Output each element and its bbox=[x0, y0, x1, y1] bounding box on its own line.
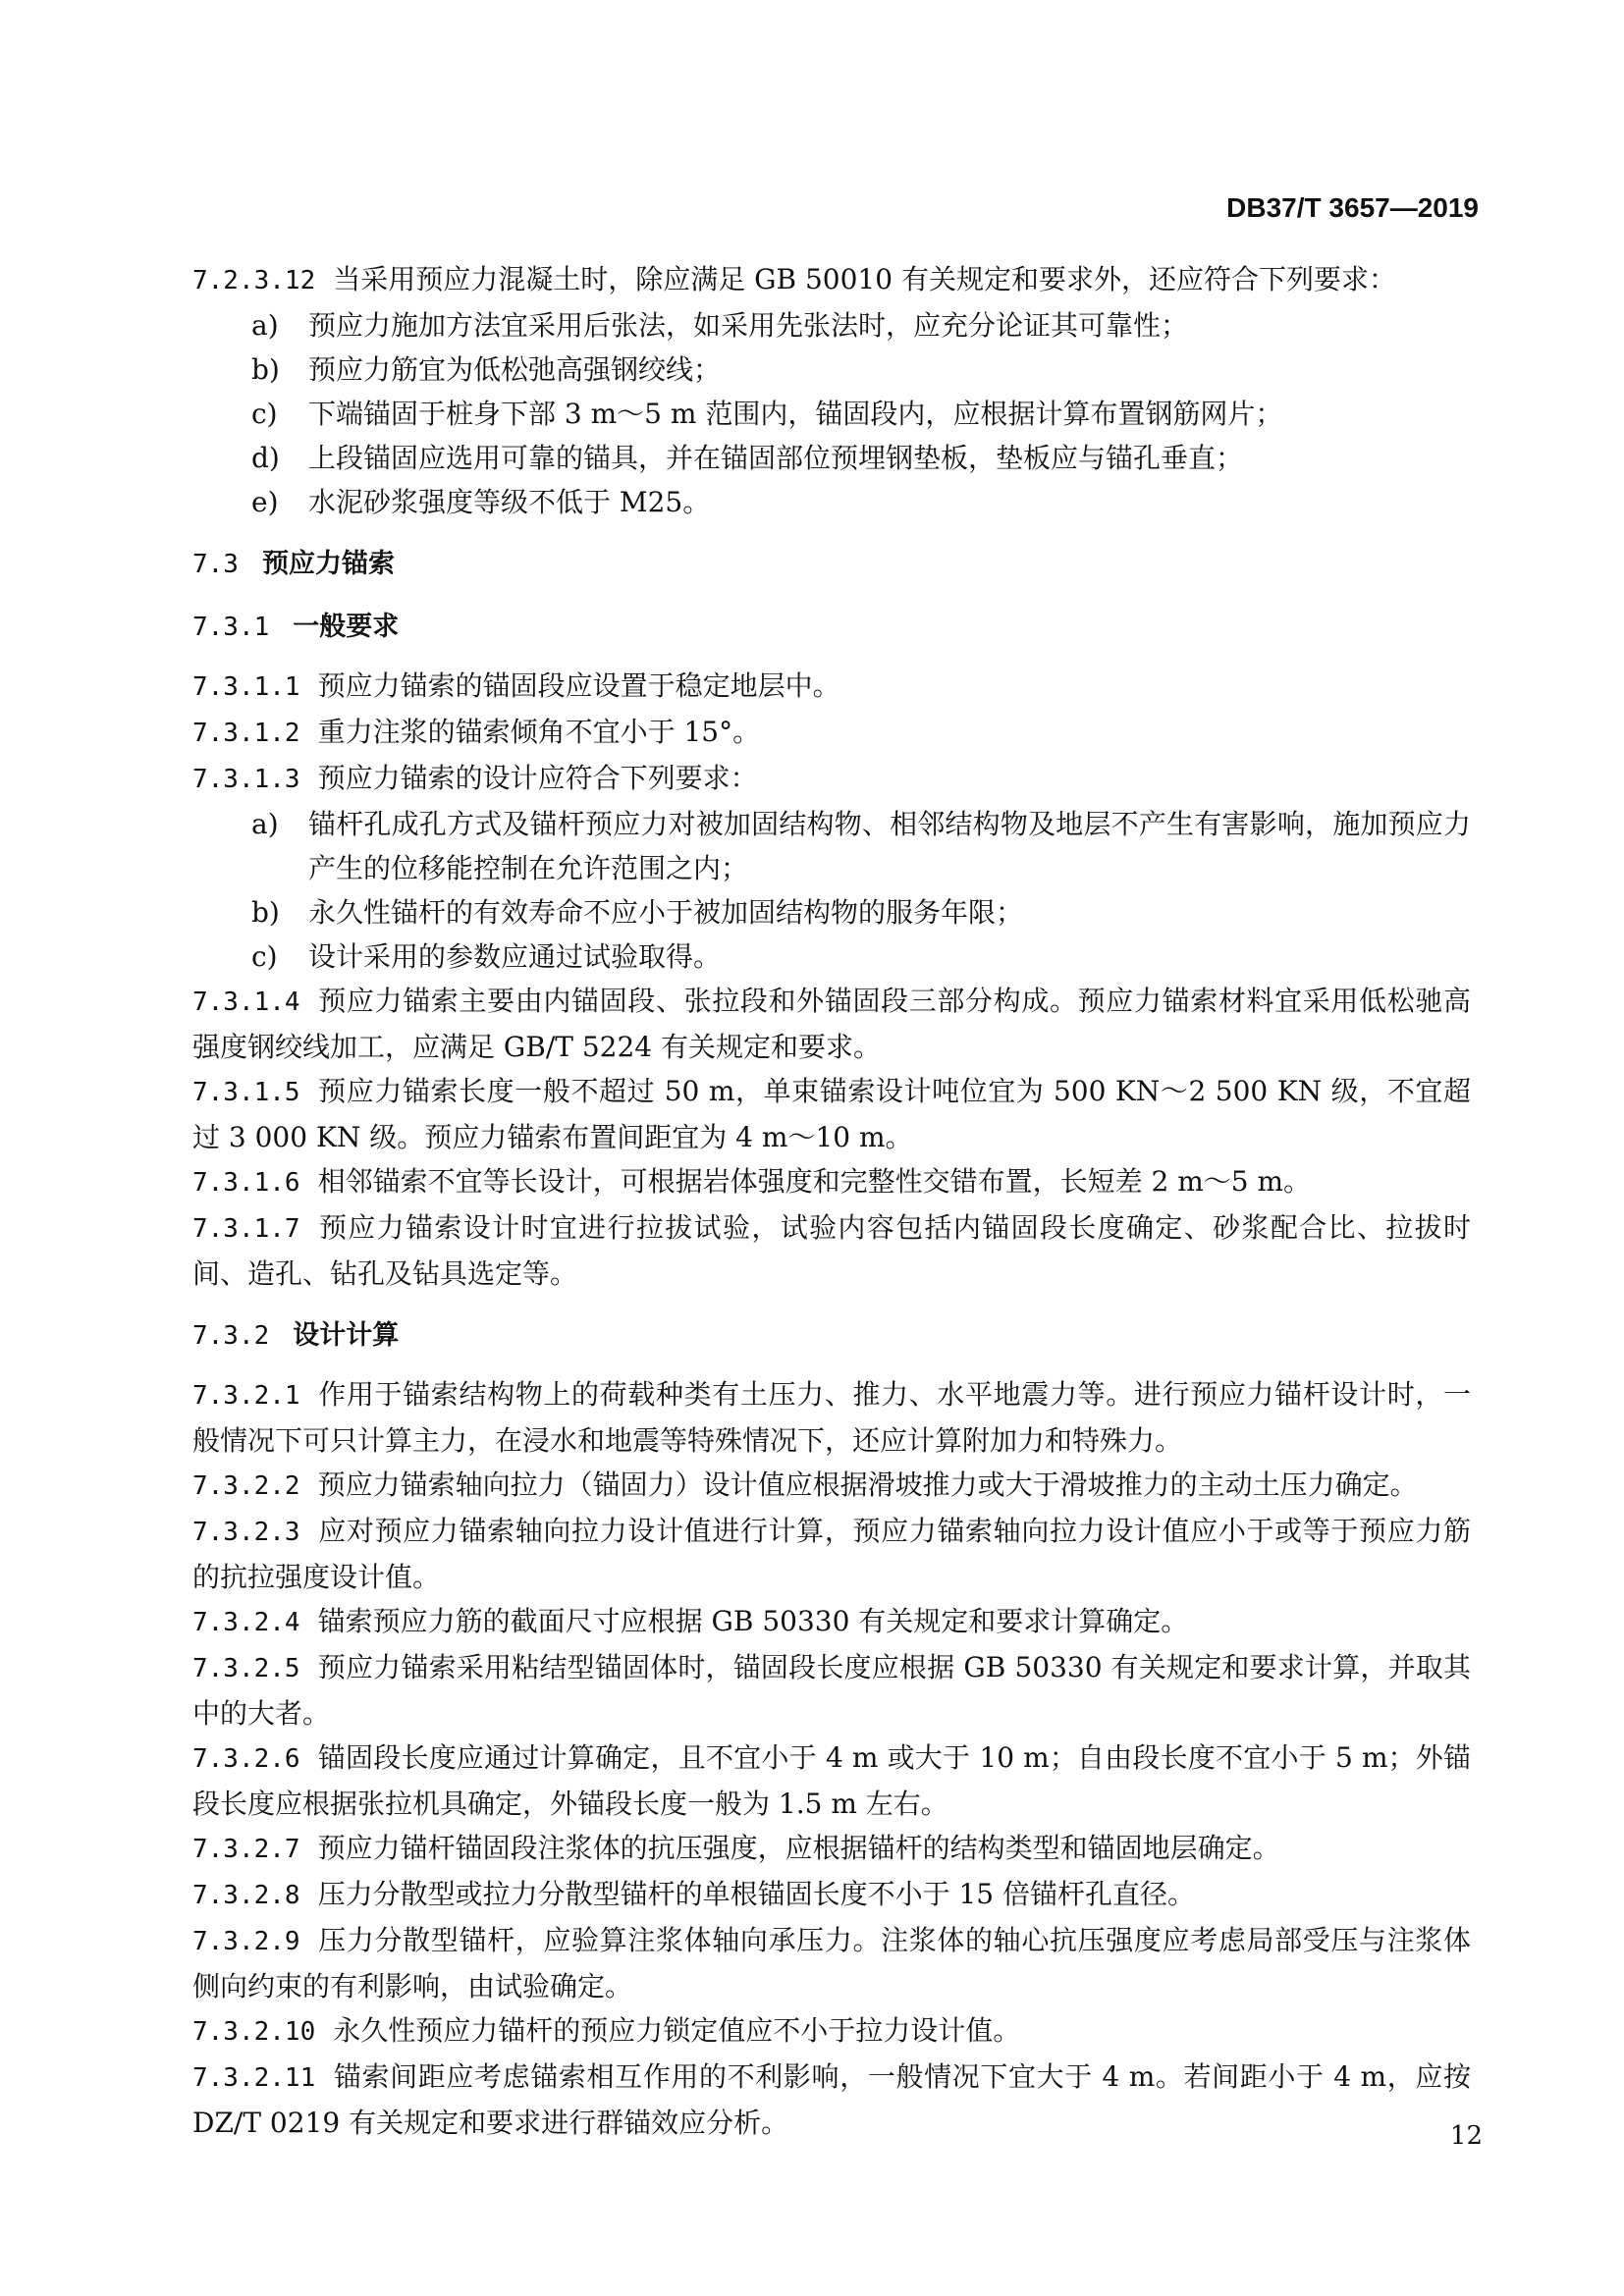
clause-number: 7.2.3.12 bbox=[192, 266, 316, 295]
section-heading bbox=[192, 1313, 1471, 1359]
clause-paragraph bbox=[192, 1159, 1471, 1205]
clause-paragraph bbox=[192, 1872, 1471, 1918]
list-item bbox=[192, 303, 1471, 347]
clause-text: 锚固段长度应通过计算确定，且不宜小于 4 m 或大于 10 m；自由段长度不宜小于 5 m；外锚段长度应根据张拉机具确定，外锚段长度一般为 1.5 m 左右。 bbox=[192, 1741, 1471, 1820]
clause-text: 预应力锚索的设计应符合下列要求： bbox=[317, 762, 758, 794]
clause-number: 7.3.2.3 bbox=[192, 1518, 300, 1547]
list-item-text: 上段锚固应选用可靠的锚具，并在锚固部位预埋钢垫板，垫板应与锚孔垂直； bbox=[308, 442, 1244, 474]
section-title: 设计计算 bbox=[293, 1320, 400, 1351]
clause-text: 当采用预应力混凝土时，除应满足 GB 50010 有关规定和要求外，还应符合下列要求： bbox=[333, 263, 1396, 295]
list-marker: b) bbox=[251, 896, 280, 929]
clause-text: 锚索预应力筋的截面尺寸应根据 GB 50330 有关规定和要求计算确定。 bbox=[317, 1605, 1189, 1637]
clause-text: 预应力锚索的锚固段应设置于稳定地层中。 bbox=[317, 669, 840, 702]
clause-text: 预应力锚杆锚固段注浆体的抗压强度，应根据锚杆的结构类型和锚固地层确定。 bbox=[317, 1832, 1280, 1864]
clause-number: 7.3.1.3 bbox=[192, 765, 300, 794]
clause-number: 7.3.2.4 bbox=[192, 1608, 300, 1637]
standard-code: DB37/T 3657—2019 bbox=[1226, 192, 1479, 223]
clause-paragraph bbox=[192, 2008, 1471, 2055]
list-item-text: 永久性锚杆的有效寿命不应小于被加固结构物的服务年限； bbox=[308, 896, 1024, 929]
list-item-text: 设计采用的参数应通过试验取得。 bbox=[308, 940, 722, 973]
clause-paragraph bbox=[192, 1826, 1471, 1872]
clause-text: 锚索间距应考虑锚索相互作用的不利影响，一般情况下宜大于 4 m。若间距小于 4 m，应按 DZ/T 0219 有关规定和要求进行群锚效应分析。 bbox=[192, 2060, 1471, 2139]
clause-text: 预应力锚索轴向拉力（锚固力）设计值应根据滑坡推力或大于滑坡推力的主动土压力确定。 bbox=[317, 1468, 1418, 1501]
clause-paragraph bbox=[192, 710, 1471, 756]
clause-text: 预应力锚索设计时宜进行拉拔试验，试验内容包括内锚固段长度确定、砂浆配合比、拉拔时间、造孔、钻孔及钻具选定等。 bbox=[192, 1211, 1471, 1290]
clause-paragraph bbox=[192, 1645, 1471, 1735]
document-body bbox=[192, 257, 1471, 2145]
clause-number: 7.3.1.4 bbox=[192, 988, 300, 1017]
list-item bbox=[192, 480, 1471, 524]
clause-number: 7.3.2.7 bbox=[192, 1835, 300, 1864]
list-item-text: 预应力施加方法宜采用后张法，如采用先张法时，应充分论证其可靠性； bbox=[308, 309, 1189, 342]
list-marker: b) bbox=[251, 353, 280, 386]
page-number: 12 bbox=[1449, 2121, 1483, 2151]
clause-number: 7.3.1.2 bbox=[192, 719, 300, 748]
section-number: 7.3 bbox=[192, 550, 239, 579]
clause-paragraph bbox=[192, 664, 1471, 710]
list-item bbox=[192, 934, 1471, 979]
list-item-text: 预应力筋宜为低松弛高强钢绞线； bbox=[308, 353, 722, 386]
list-item-text: 下端锚固于桩身下部 3 m～5 m 范围内，锚固段内，应根据计算布置钢筋网片； bbox=[308, 398, 1283, 430]
clause-number: 7.3.1.6 bbox=[192, 1168, 300, 1198]
clause-paragraph bbox=[192, 1372, 1471, 1463]
section-heading bbox=[192, 605, 1471, 650]
clause-text: 重力注浆的锚索倾角不宜小于 15°。 bbox=[317, 716, 761, 748]
clause-paragraph bbox=[192, 1463, 1471, 1509]
clause-paragraph bbox=[192, 2055, 1471, 2145]
clause-number: 7.3.1.1 bbox=[192, 672, 300, 702]
section-number: 7.3.1 bbox=[192, 613, 270, 642]
clause-text: 应对预应力锚索轴向拉力设计值进行计算，预应力锚索轴向拉力设计值应小于或等于预应力筋的抗拉强度设计值。 bbox=[192, 1515, 1471, 1593]
clause-paragraph bbox=[192, 1509, 1471, 1599]
section-number: 7.3.2 bbox=[192, 1321, 270, 1351]
list-marker: e) bbox=[251, 486, 279, 518]
list-item bbox=[192, 890, 1471, 934]
list-item bbox=[192, 802, 1471, 890]
clause-number: 7.3.2.10 bbox=[192, 2017, 316, 2047]
clause-text: 压力分散型锚杆，应验算注浆体轴向承压力。注浆体的轴心抗压强度应考虑局部受压与注浆体侧向约束的有利影响，由试验确定。 bbox=[192, 1924, 1471, 2002]
clause-number: 7.3.1.5 bbox=[192, 1078, 300, 1107]
clause-number: 7.3.2.1 bbox=[192, 1381, 300, 1411]
clause-number: 7.3.2.2 bbox=[192, 1471, 300, 1501]
list-marker: c) bbox=[251, 940, 278, 973]
clause-text: 预应力锚索采用粘结型锚固体时，锚固段长度应根据 GB 50330 有关规定和要求计算，并取其中的大者。 bbox=[192, 1651, 1471, 1730]
clause-paragraph bbox=[192, 1735, 1471, 1826]
list-marker: a) bbox=[251, 808, 279, 840]
clause-text: 永久性预应力锚杆的预应力锁定值应不小于拉力设计值。 bbox=[333, 2014, 1021, 2047]
list-item-text: 锚杆孔成孔方式及锚杆预应力对被加固结构物、相邻结构物及地层不产生有害影响，施加预应力产生的位移能控制在允许范围之内； bbox=[308, 808, 1471, 884]
clause-text: 预应力锚索主要由内锚固段、张拉段和外锚固段三部分构成。预应力锚索材料宜采用低松驰高强度钢绞线加工，应满足 GB/T 5224 有关规定和要求。 bbox=[192, 985, 1471, 1063]
clause-paragraph bbox=[192, 257, 1471, 303]
clause-paragraph bbox=[192, 1205, 1471, 1296]
list-item bbox=[192, 392, 1471, 436]
clause-number: 7.3.2.6 bbox=[192, 1744, 300, 1774]
clause-number: 7.3.2.8 bbox=[192, 1881, 300, 1910]
clause-paragraph bbox=[192, 756, 1471, 802]
list-marker: c) bbox=[251, 398, 278, 430]
clause-text: 作用于锚索结构物上的荷载种类有土压力、推力、水平地震力等。进行预应力锚杆设计时，一般情况下可只计算主力，在浸水和地震等特殊情况下，还应计算附加力和特殊力。 bbox=[192, 1378, 1471, 1457]
clause-paragraph bbox=[192, 979, 1471, 1069]
list-marker: d) bbox=[251, 442, 280, 474]
list-item bbox=[192, 436, 1471, 480]
clause-paragraph bbox=[192, 1918, 1471, 2008]
section-heading bbox=[192, 542, 1471, 587]
list-item-text: 水泥砂浆强度等级不低于 M25。 bbox=[308, 486, 711, 518]
clause-number: 7.3.2.5 bbox=[192, 1654, 300, 1683]
section-title: 预应力锚索 bbox=[261, 549, 395, 579]
clause-paragraph bbox=[192, 1069, 1471, 1159]
section-title: 一般要求 bbox=[293, 612, 400, 642]
clause-number: 7.3.2.9 bbox=[192, 1927, 300, 1956]
clause-number: 7.3.1.7 bbox=[192, 1214, 300, 1244]
clause-text: 相邻锚索不宜等长设计，可根据岩体强度和完整性交错布置，长短差 2 m～5 m。 bbox=[317, 1165, 1312, 1198]
clause-paragraph bbox=[192, 1599, 1471, 1645]
list-marker: a) bbox=[251, 309, 279, 342]
list-item bbox=[192, 347, 1471, 392]
clause-text: 预应力锚索长度一般不超过 50 m，单束锚索设计吨位宜为 500 KN～2 500 KN 级，不宜超过 3 000 KN 级。预应力锚索布置间距宜为 4 m～10 m。 bbox=[192, 1075, 1471, 1153]
clause-text: 压力分散型或拉力分散型锚杆的单根锚固长度不小于 15 倍锚杆孔直径。 bbox=[317, 1878, 1196, 1910]
clause-number: 7.3.2.11 bbox=[192, 2063, 316, 2093]
